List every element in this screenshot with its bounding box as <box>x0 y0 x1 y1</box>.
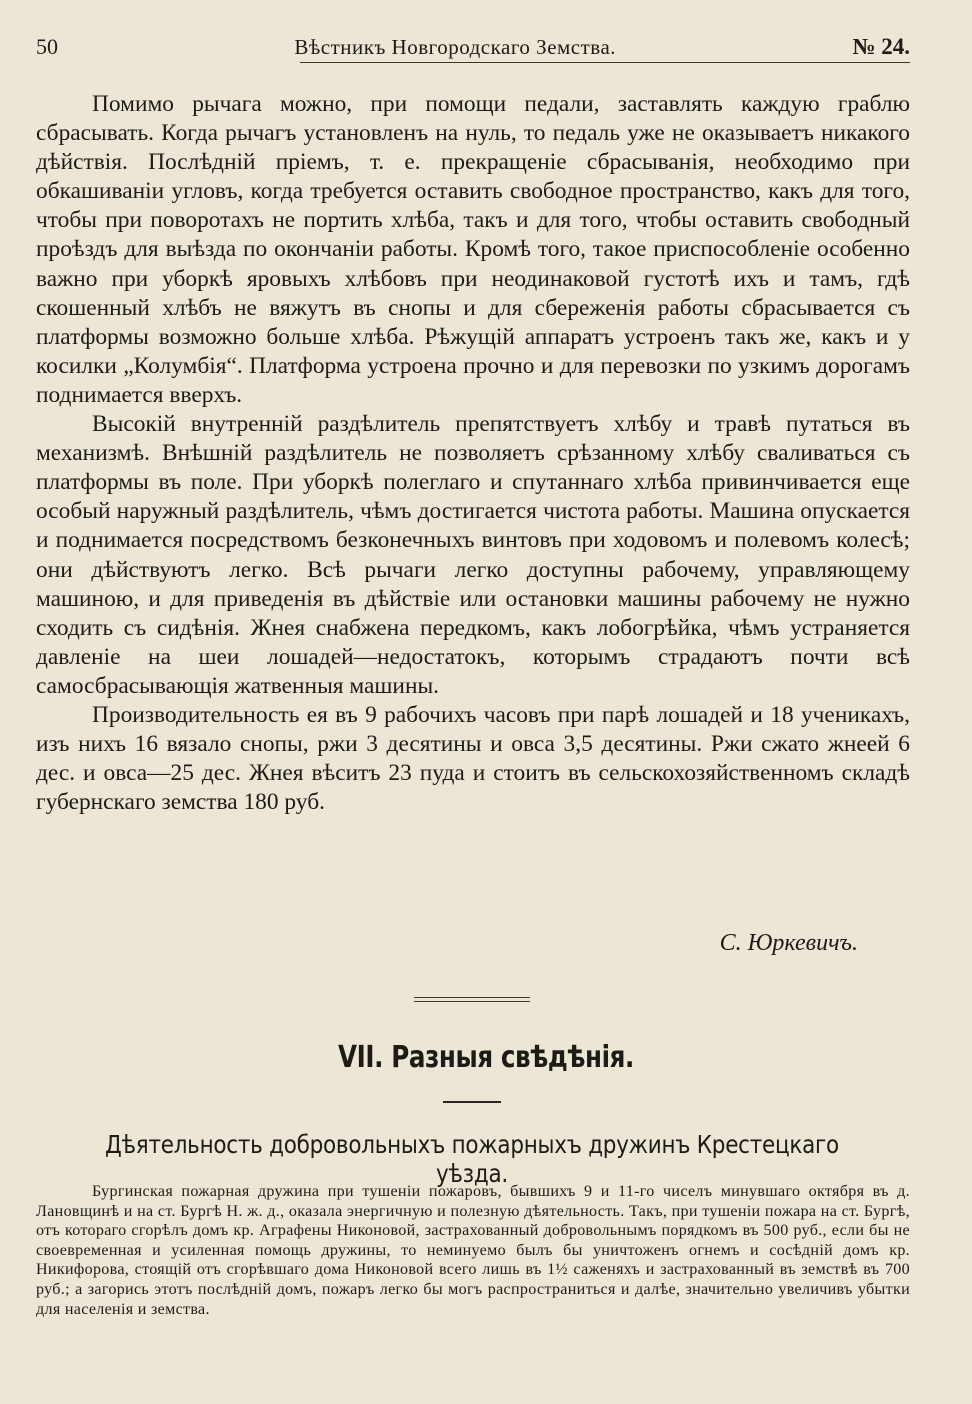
article-body <box>36 90 910 817</box>
article-paragraph: Высокій внутренній раздѣлитель препятствуетъ хлѣбу и травѣ путаться въ механизмѣ. Внѣшній раздѣлитель не позволяетъ срѣзанному хлѣбу сваливаться съ платформы въ поле. При уборкѣ полеглаго и спутаннаго хлѣба привинчивается еще особый наружный раздѣлитель, чѣмъ достигается чистота работы. Машина опускается и поднимается посредствомъ безконечныхъ винтовъ при ходовомъ и полевомъ колесѣ; они дѣйствуютъ легко. Всѣ рычаги легко доступны рабочему, управляющему машиною, и для приведенія въ дѣйствіе или остановки машины рабочему не нужно сходить съ сидѣнія. Жнея снабжена передкомъ, какъ лобогрѣйка, чѣмъ устраняется давленіе на шеи лошадей—недостатокъ, которымъ страдаютъ почти всѣ самосбрасывающія жатвенныя машины. <box>36 411 910 699</box>
section-separator <box>414 997 530 1002</box>
title-underline <box>443 1101 501 1103</box>
issue-number: № 24. <box>852 34 910 59</box>
page-number: 50 <box>36 34 58 59</box>
journal-title: Вѣстникъ Новгородскаго Земства. <box>294 35 617 59</box>
section-title: VII. Разныя свѣдѣнія. <box>338 1040 634 1075</box>
header-rule <box>300 62 910 63</box>
subsection-title: Дѣятельность добровольныхъ пожарныхъ дружинъ Крестецкаго уѣзда. <box>105 1130 839 1188</box>
page-header <box>36 26 910 60</box>
author-signature: С. Юркевичъ. <box>719 930 858 956</box>
article-paragraph: Помимо рычага можно, при помощи педали, заставлять каждую граблю сбрасывать. Когда рычагъ установленъ на нуль, то педаль уже не оказываетъ никакого дѣйствія. Послѣдній пріемъ, т. е. прекращеніе сбрасыванія, необходимо при обкашиваніи угловъ, когда требуется оставить свободное пространство, какъ для того, чтобы при поворотахъ не портить хлѣба, такъ и для того, чтобы оставить свободный проѣздъ для выѣзда по окончаніи работы. Кромѣ того, такое приспособленіе особенно важно при уборкѣ яровыхъ хлѣбовъ при неодинаковой густотѣ ихъ и тамъ, гдѣ скошенный хлѣбъ не вяжутъ въ снопы и для сбереженія работы сбрасывается съ платформы возможно больше хлѣба. Рѣжущій аппаратъ устроенъ такъ же, какъ и у косилки „Колумбія“. Платформа устроена прочно и для перевозки по узкимъ дорогамъ поднимается вверхъ. <box>36 91 910 408</box>
subsection-paragraph: Бургинская пожарная дружина при тушеніи пожаровъ, бывшихъ 9 и 11-го чиселъ минувшаго октября въ д. Лановщинѣ и на ст. Бургѣ Н. ж. д., оказала энергичную и полезную дѣятельность. Такъ, при тушеніи пожара на ст. Бургѣ, отъ котораго сгорѣлъ домъ кр. Аграфены Никоновой, застрахованный добровольнымъ порядкомъ въ 500 руб., если бы не своевременная и усиленная помощь дружины, то неминуемо былъ бы уничтоженъ огнемъ и сосѣдній домъ кр. Никифорова, стоящій отъ сгорѣвшаго дома Никоновой всего лишь въ 1½ саженяхъ и застрахованный въ земствѣ въ 700 руб.; а загорись этотъ послѣдній домъ, пожаръ легко бы могъ распространиться и далѣе, значительно увеличивъ убытки для населенія и земства. <box>36 1183 910 1318</box>
article-paragraph: Производительность ея въ 9 рабочихъ часовъ при парѣ лошадей и 18 ученикахъ, изъ нихъ 16 вязало снопы, ржи 3 десятины и овса 3,5 десятины. Ржи сжато жнеей 6 дес. и овса—25 дес. Жнея вѣситъ 23 пуда и стоитъ въ сельскохозяйственномъ складѣ губернскаго земства 180 руб. <box>36 701 910 816</box>
subsection-body <box>36 1182 910 1319</box>
